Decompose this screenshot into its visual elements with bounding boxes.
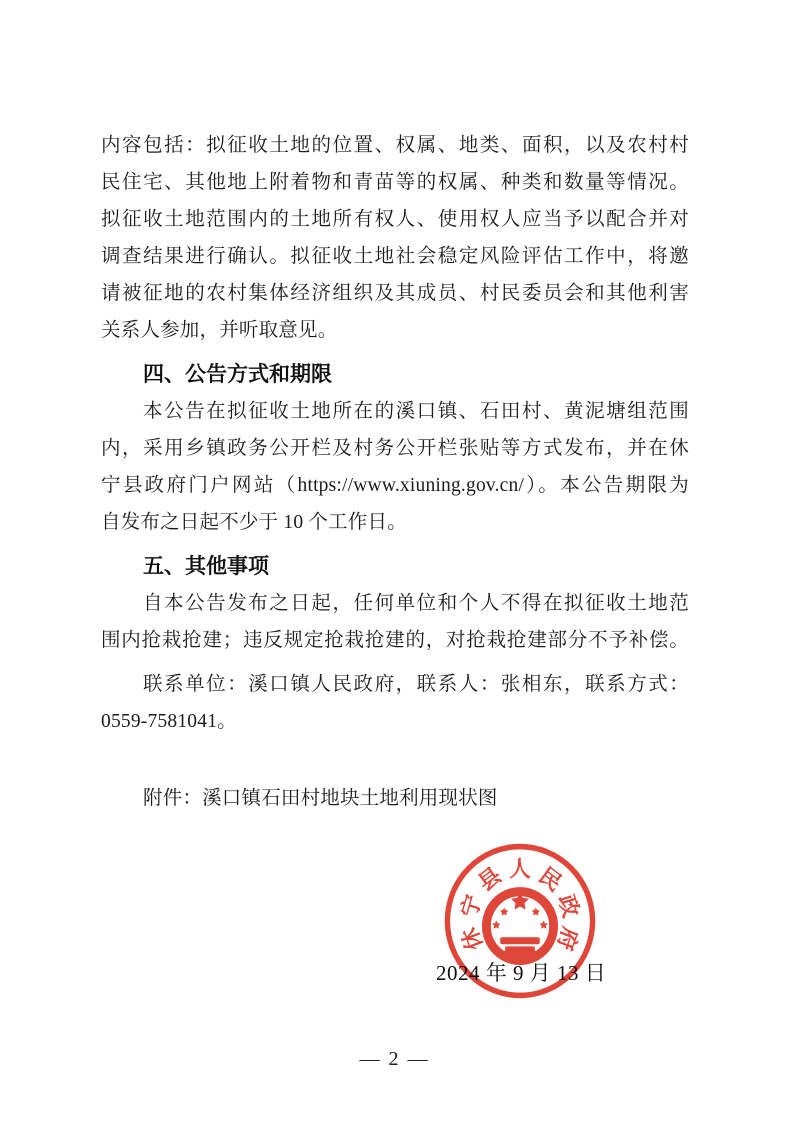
seal-character: 政 [553, 891, 584, 921]
paragraph [101, 393, 689, 541]
paragraph [101, 780, 689, 817]
paragraph [101, 666, 689, 740]
text-line: 宁县政府门户网站（https://www.xiuning.gov.cn/）。本公告期限为 [101, 475, 689, 496]
text-line: 内容包括：拟征收土地的位置、权属、地类、面积，以及农村村 [101, 135, 689, 156]
seal-character: 宁 [456, 891, 487, 921]
paragraph [101, 585, 689, 659]
seal-text-ring [456, 856, 583, 953]
text-line: 关系人参加，并听取意见。 [101, 320, 338, 341]
seal-character: 民 [534, 862, 567, 896]
text-line: 0559-7581041。 [101, 711, 237, 732]
text-line: 附件：溪口镇石田村地块土地利用现状图 [143, 788, 498, 809]
seal-character: 府 [552, 924, 584, 954]
text-line: 自发布之日起不少于 10 个工作日。 [101, 512, 407, 533]
section-heading: 四、公告方式和期限 [143, 363, 332, 386]
seal-character: 县 [473, 862, 506, 896]
text-line: 内，采用乡镇政务公开栏及村务公开栏张贴等方式发布，并在休 [101, 438, 689, 459]
text-line: 本公告在拟征收土地所在的溪口镇、石田村、黄泥塘组范围 [143, 401, 689, 422]
paragraph [101, 127, 689, 349]
document-body [101, 127, 689, 817]
seal-character: 人 [509, 856, 531, 882]
text-line: 联系单位：溪口镇人民政府，联系人：张相东，联系方式： [143, 674, 689, 695]
seal-character: 休 [456, 924, 488, 954]
page-number: — 2 — [359, 1048, 430, 1070]
text-line: 拟征收土地范围内的土地所有权人、使用权人应当予以配合并对 [101, 209, 689, 230]
text-line: 围内抢栽抢建；违反规定抢栽抢建的，对抢栽抢建部分不予补偿。 [101, 630, 689, 651]
section-heading: 五、其他事项 [143, 555, 269, 578]
text-line: 请被征地的农村集体经济组织及其成员、村民委员会和其他利害 [101, 283, 689, 304]
text-line: 调查结果进行确认。拟征收土地社会稳定风险评估工作中，将邀 [101, 246, 689, 267]
national-emblem-icon [486, 892, 553, 962]
text-line: 民住宅、其他地上附着物和青苗等的权属、种类和数量等情况。 [101, 172, 689, 193]
issue-date: 2024 年 9 月 13 日 [436, 961, 607, 985]
text-line: 自本公告发布之日起，任何单位和个人不得在拟征收土地范 [143, 593, 689, 614]
